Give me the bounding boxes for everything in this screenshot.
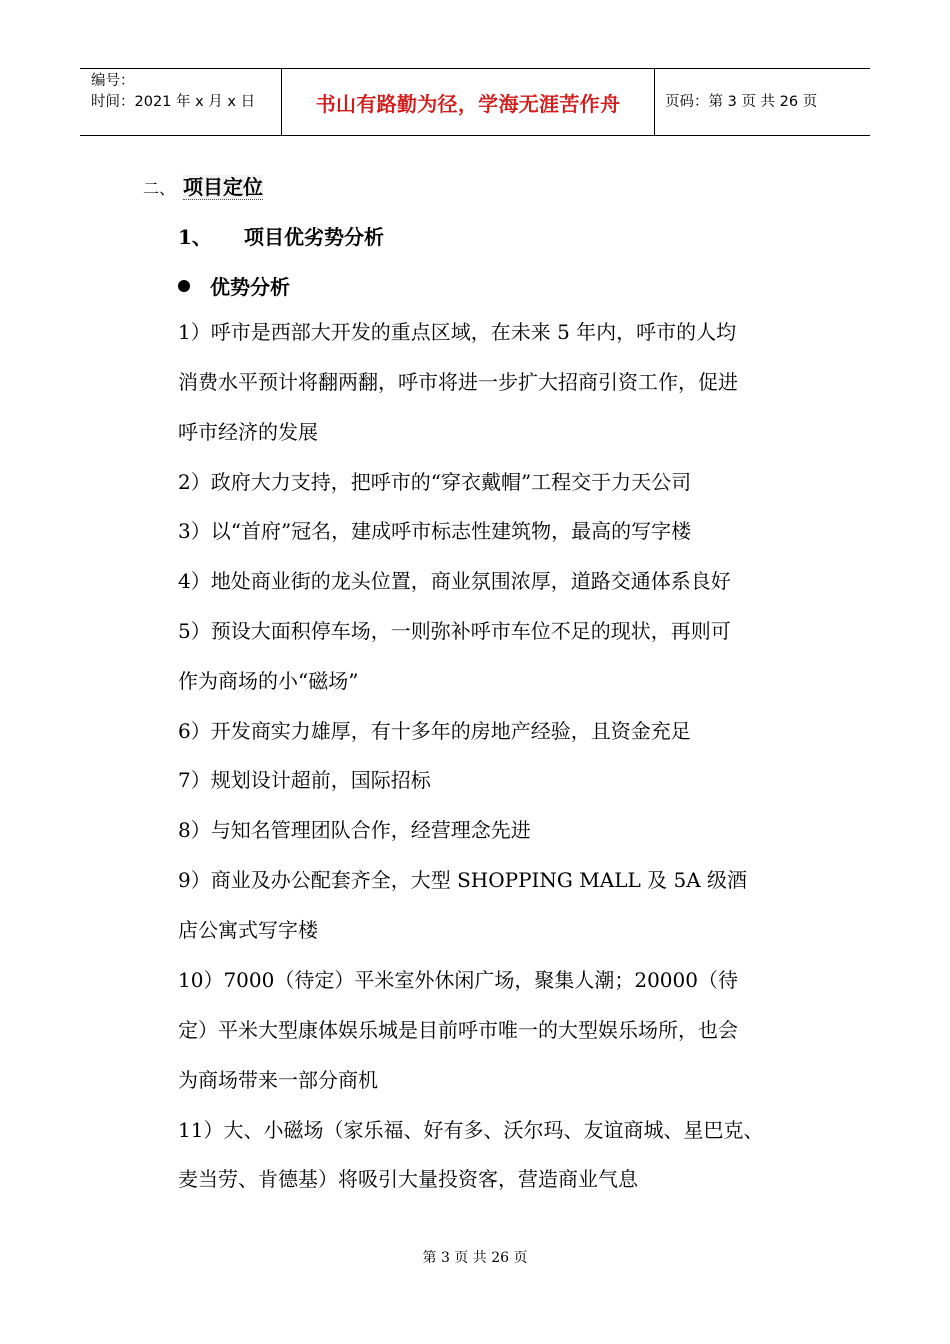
subsection-title: 项目优劣势分析 xyxy=(244,225,384,249)
paragraph-line: 7）规划设计超前，国际招标 xyxy=(178,768,431,792)
paragraph-line: 8）与知名管理团队合作，经营理念先进 xyxy=(178,818,531,842)
paragraph-line: 定）平米大型康体娱乐城是目前呼市唯一的大型娱乐场所，也会 xyxy=(178,1018,738,1042)
header-meta-cell xyxy=(80,69,281,135)
paragraph-line: 11）大、小磁场（家乐福、好有多、沃尔玛、友谊商城、星巴克、 xyxy=(178,1118,764,1142)
subsection-number: 1、 xyxy=(178,225,212,249)
paragraph-line: 为商场带来一部分商机 xyxy=(178,1068,378,1092)
bullet-title: 优势分析 xyxy=(210,275,290,299)
paragraph-line: 1）呼市是西部大开发的重点区域，在未来 5 年内，呼市的人均 xyxy=(178,320,737,344)
paragraph-line: 4）地处商业街的龙头位置，商业氛围浓厚，道路交通体系良好 xyxy=(178,569,731,593)
section-title: 项目定位 xyxy=(183,175,264,199)
paragraph-line: 6）开发商实力雄厚，有十多年的房地产经验，且资金充足 xyxy=(178,719,691,743)
document-date: 时间：2021 年 x 月 x 日 xyxy=(91,94,256,110)
page-footer: 第 3 页 共 26 页 xyxy=(422,1250,528,1266)
section-heading xyxy=(143,171,263,200)
paragraph-line: 店公寓式写字楼 xyxy=(178,918,318,942)
paragraph-line: 5）预设大面积停车场，一则弥补呼市车位不足的现状，再则可 xyxy=(178,619,731,643)
header-motto: 书山有路勤为径，学海无涯苦作舟 xyxy=(315,91,621,116)
paragraph-line: 10）7000（待定）平米室外休闲广场，聚集人潮；20000（待 xyxy=(178,968,738,992)
paragraph-line: 3）以“首府”冠名，建成呼市标志性建筑物，最高的写字楼 xyxy=(178,519,692,543)
paragraph-line: 9）商业及办公配套齐全，大型 SHOPPING MALL 及 5A 级酒 xyxy=(178,868,747,892)
paragraph-line: 消费水平预计将翻两翻，呼市将进一步扩大招商引资工作，促进 xyxy=(178,370,738,394)
document-header xyxy=(80,68,870,136)
header-page-cell xyxy=(655,69,870,135)
paragraph-line: 麦当劳、肯德基）将吸引大量投资客，营造商业气息 xyxy=(178,1167,638,1191)
document-number-label: 编号： xyxy=(91,73,135,89)
paragraph-line: 作为商场的小“磁场” xyxy=(178,669,359,693)
section-number: 二、 xyxy=(143,179,176,198)
paragraph-line: 呼市经济的发展 xyxy=(178,420,318,444)
header-motto-cell xyxy=(281,69,655,135)
header-page-info: 页码：第 3 页 共 26 页 xyxy=(665,93,818,110)
subsection-heading xyxy=(178,221,384,250)
bullet-dot-icon xyxy=(178,280,190,292)
paragraph-line: 2）政府大力支持，把呼市的“穿衣戴帽”工程交于力天公司 xyxy=(178,470,692,494)
bullet-heading xyxy=(178,271,290,300)
